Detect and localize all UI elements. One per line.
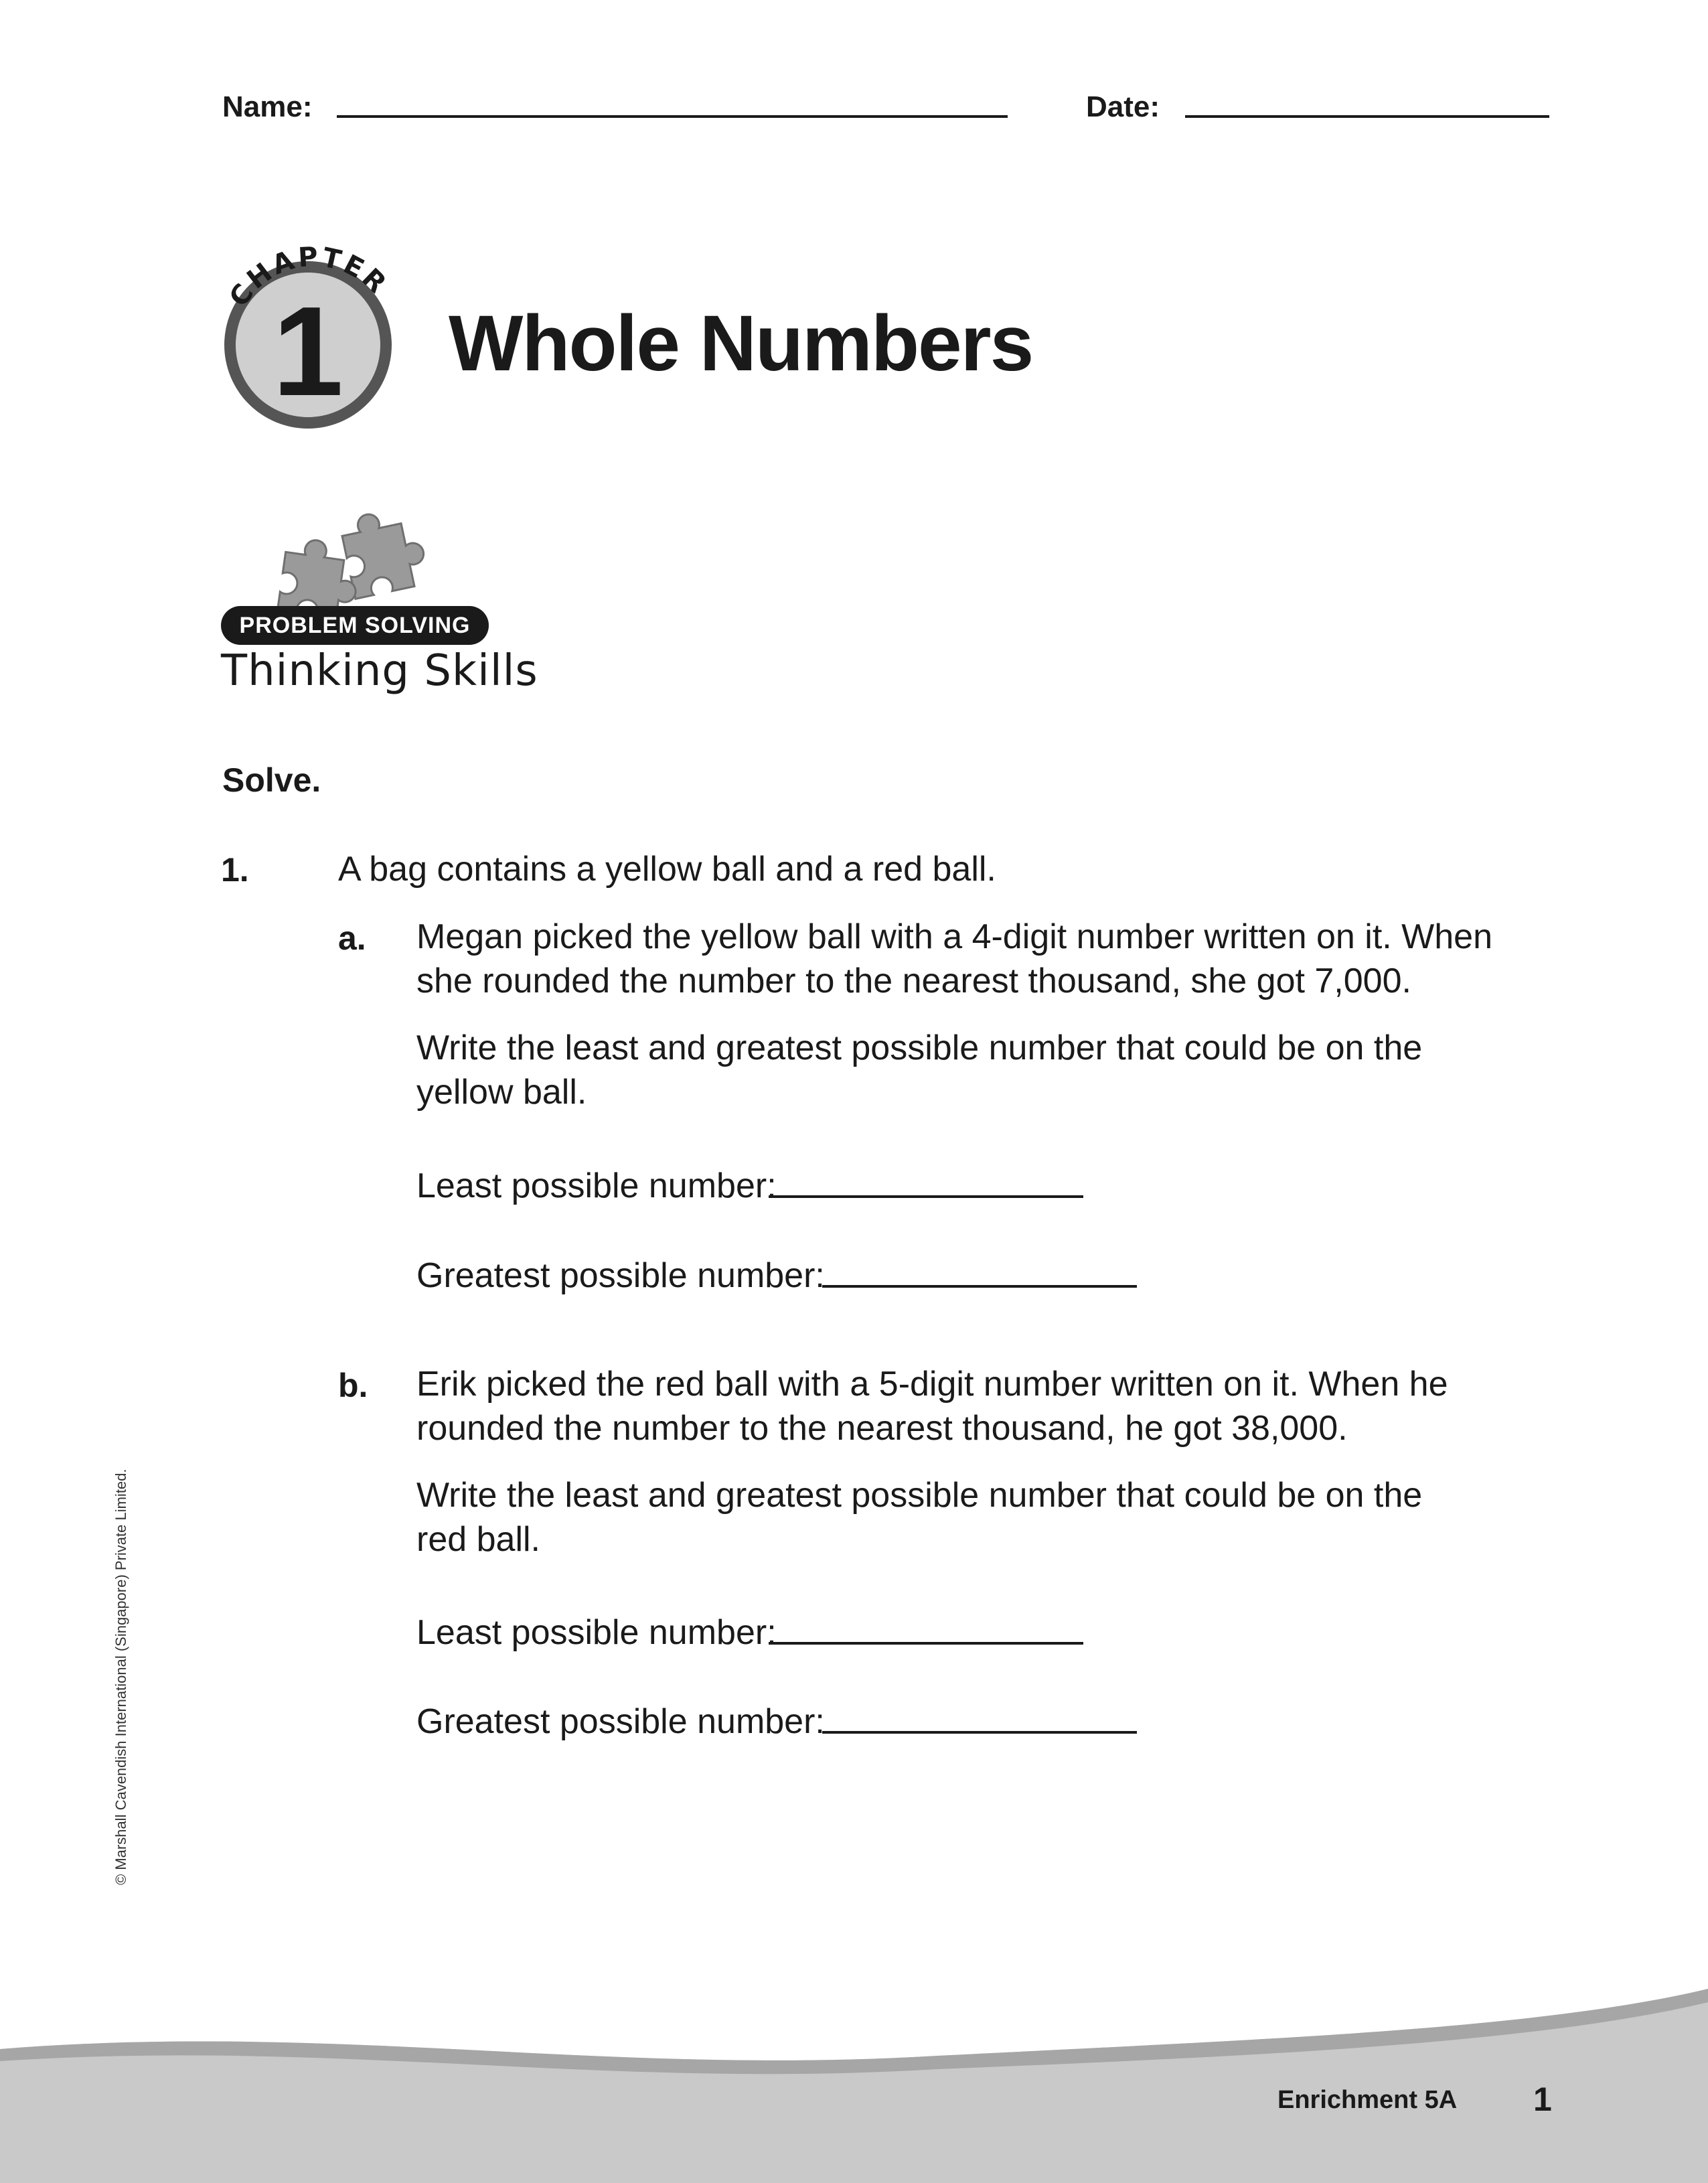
copyright-notice: © Marshall Cavendish International (Singapore) Private Limited. (112, 1469, 129, 1885)
part-a-least-answer[interactable] (769, 1195, 1083, 1198)
part-a-least-label: Least possible number: (416, 1166, 777, 1205)
part-a-text-line-2: she rounded the number to the nearest thousand, she got 7,000. (416, 962, 1411, 1000)
part-b-prompt-line-1: Write the least and greatest possible number that could be on the (416, 1476, 1423, 1515)
chapter-number: 1 (273, 281, 343, 423)
question-number: 1. (221, 851, 249, 889)
question-stem: A bag contains a yellow ball and a red ball. (338, 850, 996, 889)
part-a-letter: a. (338, 919, 366, 957)
part-b-prompt-line-2: red ball. (416, 1520, 540, 1559)
part-b-text-line-2: rounded the number to the nearest thousand, he got 38,000. (416, 1409, 1348, 1448)
instruction: Solve. (222, 761, 321, 799)
part-a-prompt-line-2: yellow ball. (416, 1073, 587, 1112)
part-b-greatest-answer[interactable] (822, 1731, 1137, 1734)
page-number: 1 (1533, 2081, 1552, 2118)
chapter-badge (201, 228, 429, 449)
date-field[interactable] (1185, 115, 1549, 118)
part-b-greatest-label: Greatest possible number: (416, 1702, 825, 1741)
date-label: Date: (1086, 90, 1160, 123)
problem-solving-badge: PROBLEM SOLVING (221, 606, 489, 645)
chapter-arc-text: CHAPTER (223, 241, 394, 313)
page-title: Whole Numbers (449, 299, 1033, 388)
name-field[interactable] (337, 115, 1008, 118)
footer-book-title: Enrichment 5A (1277, 2086, 1458, 2114)
part-b-least-label: Least possible number: (416, 1613, 777, 1652)
footer-band (0, 1975, 1708, 2183)
name-label: Name: (222, 90, 313, 123)
part-a-greatest-label: Greatest possible number: (416, 1256, 825, 1295)
part-b-letter: b. (338, 1367, 368, 1404)
part-a-text-line-1: Megan picked the yellow ball with a 4-digit number written on it. When (416, 917, 1493, 956)
section-heading: Thinking Skills (221, 646, 538, 696)
part-b-text-line-1: Erik picked the red ball with a 5-digit number written on it. When he (416, 1365, 1448, 1404)
part-a-greatest-answer[interactable] (822, 1285, 1137, 1288)
part-b-least-answer[interactable] (769, 1642, 1083, 1645)
part-a-prompt-line-1: Write the least and greatest possible number that could be on the (416, 1029, 1423, 1067)
